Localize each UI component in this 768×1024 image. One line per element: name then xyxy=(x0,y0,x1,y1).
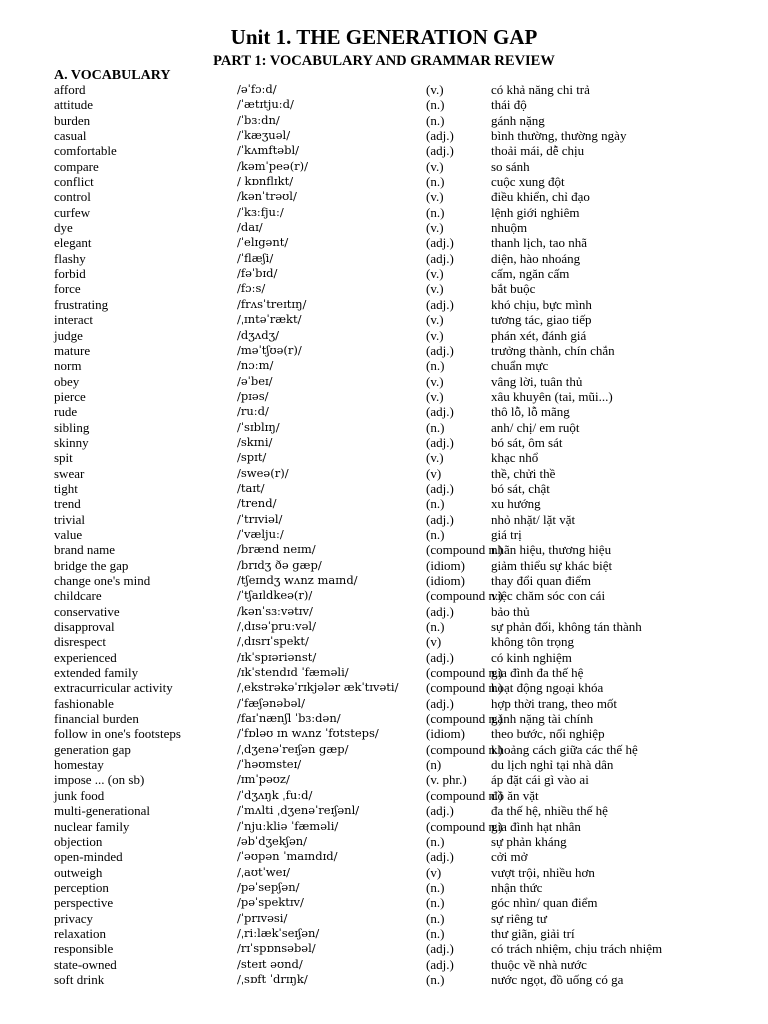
vocab-meaning: sự phản kháng xyxy=(491,833,567,849)
vocab-word: privacy xyxy=(54,910,93,926)
vocab-pronunciation: /ˈsɪblɪŋ/ xyxy=(237,419,280,434)
vocab-meaning: có trách nhiệm, chịu trách nhiệm xyxy=(491,941,663,957)
vocab-meaning: anh/ chị/ em ruột xyxy=(491,419,580,435)
vocab-part-of-speech: (n.) xyxy=(426,496,445,512)
vocab-word: pierce xyxy=(54,388,86,404)
vocab-pronunciation: /rɪˈspɒnsəbəl/ xyxy=(237,941,316,956)
vocab-row xyxy=(0,634,768,649)
vocab-word: comfortable xyxy=(54,143,117,159)
vocab-meaning: bắt buộc xyxy=(491,281,536,297)
vocab-part-of-speech: (adj.) xyxy=(426,695,454,711)
vocab-meaning: gia đình hạt nhân xyxy=(491,818,581,834)
vocab-meaning: thái độ xyxy=(491,97,527,113)
vocab-row xyxy=(0,757,768,772)
vocab-pronunciation: /taɪt/ xyxy=(237,480,265,495)
vocab-part-of-speech: (adj.) xyxy=(426,941,454,957)
vocab-part-of-speech: (n.) xyxy=(426,833,445,849)
vocab-word: open-minded xyxy=(54,849,123,865)
vocab-word: perspective xyxy=(54,895,114,911)
vocab-part-of-speech: (adj.) xyxy=(426,128,454,144)
vocab-row xyxy=(0,266,768,281)
vocab-row xyxy=(0,512,768,527)
vocab-part-of-speech: (v.) xyxy=(426,158,444,174)
vocab-part-of-speech: (compound n.) xyxy=(426,542,503,558)
vocab-part-of-speech: (v.) xyxy=(426,266,444,282)
vocab-meaning: áp đặt cái gì vào ai xyxy=(491,772,589,788)
vocab-pronunciation: /əˈfɔːd/ xyxy=(237,82,277,96)
vocab-word: experienced xyxy=(54,649,117,665)
vocab-row xyxy=(0,911,768,926)
vocab-word: interact xyxy=(54,312,93,328)
vocab-pronunciation: /brɪdʒ ðə gæp/ xyxy=(237,557,322,572)
vocab-row xyxy=(0,281,768,296)
vocab-meaning: khạc nhổ xyxy=(491,450,539,466)
vocab-pronunciation: /pɪəs/ xyxy=(237,388,269,403)
vocab-row xyxy=(0,420,768,435)
vocab-meaning: theo bước, nối nghiệp xyxy=(491,726,605,742)
vocab-pronunciation: /ˈkɜːfjuː/ xyxy=(237,204,284,219)
vocab-meaning: diện, hào nhoáng xyxy=(491,250,581,266)
vocab-part-of-speech: (v.) xyxy=(426,373,444,389)
vocabulary-list xyxy=(0,82,768,987)
vocab-row xyxy=(0,772,768,787)
vocab-pronunciation: /əbˈdʒekʃən/ xyxy=(237,833,308,848)
vocab-pronunciation: /ˈmʌlti ˌdʒenəˈreɪʃənl/ xyxy=(237,803,360,818)
vocab-pronunciation: /tʃeɪndʒ wʌnz maɪnd/ xyxy=(237,573,358,587)
vocab-row xyxy=(0,328,768,343)
vocab-part-of-speech: (compound n.) xyxy=(426,711,503,727)
vocab-part-of-speech: (n.) xyxy=(426,526,445,542)
vocab-row xyxy=(0,865,768,880)
vocab-pronunciation: /brænd neɪm/ xyxy=(237,542,316,557)
vocab-meaning: thư giãn, giải trí xyxy=(491,925,575,941)
vocab-row xyxy=(0,82,768,97)
vocab-pronunciation: /ˈbɜːdn/ xyxy=(237,112,280,127)
vocab-meaning: thoải mái, dễ chịu xyxy=(491,143,585,159)
vocab-row xyxy=(0,803,768,818)
vocab-part-of-speech: (adj.) xyxy=(426,480,454,496)
vocab-pronunciation: /daɪ/ xyxy=(237,220,263,235)
vocab-row xyxy=(0,251,768,266)
vocab-word: outweigh xyxy=(54,864,103,880)
vocab-row xyxy=(0,588,768,603)
vocab-meaning: trưởng thành, chín chắn xyxy=(491,342,615,358)
vocab-part-of-speech: (v) xyxy=(426,864,442,880)
vocab-word: bridge the gap xyxy=(54,557,129,573)
vocab-meaning: xâu khuyên (tai, mũi...) xyxy=(491,388,613,404)
vocab-part-of-speech: (v) xyxy=(426,634,442,650)
vocab-word: obey xyxy=(54,373,80,389)
vocab-word: rude xyxy=(54,404,78,420)
vocab-row xyxy=(0,189,768,204)
vocab-word: change one's mind xyxy=(54,573,151,588)
vocab-word: trend xyxy=(54,496,81,512)
vocab-meaning: cấm, ngăn cấm xyxy=(491,266,570,282)
vocab-part-of-speech: (compound n.) xyxy=(426,665,503,681)
vocab-meaning: du lịch nghỉ tại nhà dân xyxy=(491,757,614,773)
vocab-meaning: sự riêng tư xyxy=(491,910,547,926)
vocab-meaning: vâng lời, tuân thủ xyxy=(491,373,583,389)
vocab-pronunciation: /ˈelɪgənt/ xyxy=(237,235,289,250)
vocab-part-of-speech: (compound n.) xyxy=(426,680,503,696)
vocab-row xyxy=(0,680,768,695)
vocab-row xyxy=(0,972,768,987)
vocab-word: relaxation xyxy=(54,925,106,941)
vocab-part-of-speech: (v.) xyxy=(426,82,444,97)
vocab-meaning: bó sát, ôm sát xyxy=(491,434,563,450)
vocab-word: extracurricular activity xyxy=(54,680,173,696)
vocab-pronunciation: /ˈætɪtjuːd/ xyxy=(237,97,294,112)
vocab-meaning: cuộc xung đột xyxy=(491,174,565,190)
vocab-pronunciation: /ˌdɪsrɪˈspekt/ xyxy=(237,634,309,649)
vocab-part-of-speech: (compound n.) xyxy=(426,818,503,834)
vocab-part-of-speech: (adj.) xyxy=(426,342,454,358)
vocab-meaning: thay đổi quan điểm xyxy=(491,573,592,588)
vocab-part-of-speech: (adj.) xyxy=(426,649,454,665)
vocab-pronunciation: /məˈtʃʊə(r)/ xyxy=(237,342,302,357)
page-title: Unit 1. THE GENERATION GAP xyxy=(230,25,538,49)
vocab-word: elegant xyxy=(54,235,92,251)
vocab-pronunciation: /ˌaʊtˈweɪ/ xyxy=(237,864,291,879)
vocab-word: judge xyxy=(54,327,83,343)
vocab-row xyxy=(0,650,768,665)
vocab-word: attitude xyxy=(54,97,93,113)
vocab-word: state-owned xyxy=(54,956,117,972)
vocab-part-of-speech: (n.) xyxy=(426,925,445,941)
vocab-row xyxy=(0,358,768,373)
vocab-pronunciation: /kənˈtrəʊl/ xyxy=(237,189,297,204)
vocab-part-of-speech: (v.) xyxy=(426,450,444,466)
vocab-part-of-speech: (idiom) xyxy=(426,573,465,588)
vocab-word: junk food xyxy=(54,787,105,803)
vocab-row xyxy=(0,343,768,358)
section-heading: A. VOCABULARY xyxy=(54,68,171,83)
vocab-pronunciation: /sweə(r)/ xyxy=(237,465,289,480)
vocab-meaning: có khả năng chi trả xyxy=(491,82,590,97)
vocab-word: flashy xyxy=(54,250,86,266)
vocab-part-of-speech: (adj.) xyxy=(426,956,454,972)
vocab-row xyxy=(0,174,768,189)
vocab-pronunciation: /spɪt/ xyxy=(237,450,267,465)
vocab-meaning: giảm thiểu sự khác biệt xyxy=(491,557,613,573)
vocab-pronunciation: /dʒʌdʒ/ xyxy=(237,327,279,342)
vocab-part-of-speech: (adj.) xyxy=(426,250,454,266)
vocab-word: afford xyxy=(54,82,86,97)
vocab-pronunciation: /ˌdʒenəˈreɪʃən gæp/ xyxy=(237,741,349,756)
vocab-part-of-speech: (adj.) xyxy=(426,603,454,619)
vocab-pronunciation: /ˈdʒʌŋk ˌfuːd/ xyxy=(237,787,313,802)
vocab-part-of-speech: (compound n.) xyxy=(426,588,503,604)
vocab-word: responsible xyxy=(54,941,114,957)
vocab-pronunciation: /ˈfɒləʊ ɪn wʌnz ˈfʊtsteps/ xyxy=(237,726,379,741)
vocab-row xyxy=(0,926,768,941)
vocab-row xyxy=(0,205,768,220)
vocab-pronunciation: /kəmˈpeə(r)/ xyxy=(237,158,309,173)
vocab-row xyxy=(0,849,768,864)
vocab-row xyxy=(0,573,768,588)
vocab-pronunciation: /ˌɪntəˈrækt/ xyxy=(237,312,302,327)
vocab-pronunciation: /ˌdɪsəˈpruːvəl/ xyxy=(237,619,316,634)
vocab-pronunciation: /trend/ xyxy=(237,496,277,511)
vocab-row xyxy=(0,742,768,757)
vocab-part-of-speech: (v.) xyxy=(426,388,444,404)
vocab-word: impose ... (on sb) xyxy=(54,772,145,788)
vocab-row xyxy=(0,113,768,128)
vocab-meaning: góc nhìn/ quan điểm xyxy=(491,895,598,911)
vocab-meaning: có kinh nghiệm xyxy=(491,649,572,665)
vocab-meaning: đồ ăn vặt xyxy=(491,787,539,803)
vocab-word: disrespect xyxy=(54,634,106,650)
vocab-meaning: cởi mở xyxy=(491,849,528,865)
vocab-part-of-speech: (idiom) xyxy=(426,557,465,573)
vocab-word: nuclear family xyxy=(54,818,130,834)
vocab-meaning: khó chịu, bực mình xyxy=(491,296,592,312)
vocab-part-of-speech: (n.) xyxy=(426,895,445,911)
vocab-row xyxy=(0,159,768,174)
vocab-pronunciation: /ˌriːlækˈseɪʃən/ xyxy=(237,925,320,940)
vocab-meaning: so sánh xyxy=(491,158,530,174)
vocab-part-of-speech: (v.) xyxy=(426,189,444,205)
vocab-meaning: bó sát, chật xyxy=(491,480,550,496)
vocab-word: forbid xyxy=(54,266,86,282)
vocab-row xyxy=(0,435,768,450)
vocab-meaning: vượt trội, nhiều hơn xyxy=(491,864,595,880)
vocab-word: follow in one's footsteps xyxy=(54,726,181,742)
vocab-pronunciation: /steɪt əʊnd/ xyxy=(237,956,303,971)
vocab-word: childcare xyxy=(54,588,102,604)
vocab-word: casual xyxy=(54,128,87,144)
vocab-part-of-speech: (v.) xyxy=(426,312,444,328)
vocab-meaning: giá trị xyxy=(491,526,522,542)
vocab-pronunciation: /nɔːm/ xyxy=(237,358,274,373)
vocab-word: frustrating xyxy=(54,296,109,312)
vocab-meaning: chuẩn mực xyxy=(491,358,549,374)
vocab-meaning: xu hướng xyxy=(491,496,541,512)
vocab-pronunciation: /ˈnjuːkliə ˈfæməli/ xyxy=(237,818,339,833)
vocab-row xyxy=(0,297,768,312)
vocab-pronunciation: /pəˈspektɪv/ xyxy=(237,895,304,910)
vocab-word: burden xyxy=(54,112,91,128)
vocab-word: conservative xyxy=(54,603,120,619)
vocab-row xyxy=(0,895,768,910)
vocab-word: perception xyxy=(54,879,109,895)
vocab-part-of-speech: (adj.) xyxy=(426,296,454,312)
vocab-row xyxy=(0,235,768,250)
vocab-row xyxy=(0,542,768,557)
vocab-pronunciation: /ˌekstrəkəˈrɪkjələr ækˈtɪvəti/ xyxy=(237,680,399,695)
vocab-row xyxy=(0,404,768,419)
vocab-pronunciation: /fəˈbɪd/ xyxy=(237,266,278,281)
vocab-pronunciation: /ˈhəʊmsteɪ/ xyxy=(237,757,302,772)
vocab-pronunciation: /ruːd/ xyxy=(237,404,269,419)
vocab-part-of-speech: (n.) xyxy=(426,619,445,635)
vocab-part-of-speech: (n.) xyxy=(426,97,445,113)
vocab-part-of-speech: (n.) xyxy=(426,358,445,374)
vocab-row xyxy=(0,665,768,680)
vocab-part-of-speech: (adj.) xyxy=(426,404,454,420)
vocab-row xyxy=(0,788,768,803)
page-subtitle: PART 1: VOCABULARY AND GRAMMAR REVIEW xyxy=(213,53,555,69)
vocab-meaning: hoạt động ngoại khóa xyxy=(491,680,604,696)
vocab-pronunciation: /ˈkʌmftəbl/ xyxy=(237,143,300,158)
vocab-meaning: nhãn hiệu, thương hiệu xyxy=(491,542,612,558)
vocab-pronunciation: /ɪkˈspɪəriənst/ xyxy=(237,649,317,664)
vocab-pronunciation: /faɪˈnænʃl ˈbɜːdən/ xyxy=(237,711,341,726)
vocab-word: sibling xyxy=(54,419,90,435)
vocab-row xyxy=(0,450,768,465)
vocab-word: conflict xyxy=(54,174,94,190)
vocab-word: disapproval xyxy=(54,619,115,635)
vocab-pronunciation: /ˈfæʃənəbəl/ xyxy=(237,695,305,710)
vocab-part-of-speech: (adj.) xyxy=(426,434,454,450)
vocab-part-of-speech: (n.) xyxy=(426,112,445,128)
vocab-word: spit xyxy=(54,450,73,466)
vocab-meaning: điều khiển, chỉ đạo xyxy=(491,189,590,205)
vocab-pronunciation: /fɔːs/ xyxy=(237,281,266,296)
vocab-word: value xyxy=(54,526,83,542)
vocab-word: compare xyxy=(54,158,99,174)
vocab-row xyxy=(0,957,768,972)
vocab-pronunciation: /ˈkæʒuəl/ xyxy=(237,128,291,143)
vocab-meaning: đa thế hệ, nhiều thế hệ xyxy=(491,803,608,819)
vocab-part-of-speech: (adj.) xyxy=(426,849,454,865)
vocab-meaning: bảo thủ xyxy=(491,603,530,619)
vocab-word: fashionable xyxy=(54,695,114,711)
vocab-meaning: thô lỗ, lỗ mãng xyxy=(491,404,570,420)
vocab-meaning: gia đình đa thế hệ xyxy=(491,665,584,681)
vocab-part-of-speech: (v.) xyxy=(426,220,444,236)
vocab-pronunciation: /skɪni/ xyxy=(237,434,273,449)
vocab-part-of-speech: (n.) xyxy=(426,879,445,895)
vocab-row xyxy=(0,604,768,619)
vocab-row xyxy=(0,496,768,511)
vocab-word: mature xyxy=(54,342,91,358)
vocab-row xyxy=(0,143,768,158)
vocab-row xyxy=(0,558,768,573)
vocab-part-of-speech: (adj.) xyxy=(426,235,454,251)
vocab-meaning: thanh lịch, tao nhã xyxy=(491,235,588,251)
vocab-row xyxy=(0,374,768,389)
vocab-meaning: sự phản đối, không tán thành xyxy=(491,619,642,635)
vocab-part-of-speech: (v.) xyxy=(426,327,444,343)
vocab-part-of-speech: (n.) xyxy=(426,910,445,926)
vocab-meaning: gánh nặng tài chính xyxy=(491,711,594,727)
vocab-word: multi-generational xyxy=(54,803,151,819)
vocab-pronunciation: /ˈtrɪviəl/ xyxy=(237,511,283,526)
vocab-row xyxy=(0,466,768,481)
vocab-part-of-speech: (n.) xyxy=(426,204,445,220)
vocab-row xyxy=(0,312,768,327)
vocab-meaning: không tôn trọng xyxy=(491,634,575,650)
vocab-meaning: bình thường, thường ngày xyxy=(491,128,627,144)
vocab-meaning: phán xét, đánh giá xyxy=(491,327,587,343)
vocab-part-of-speech: (adj.) xyxy=(426,803,454,819)
vocab-part-of-speech: (idiom) xyxy=(426,726,465,742)
vocab-meaning: thuộc về nhà nước xyxy=(491,956,587,972)
vocab-row xyxy=(0,819,768,834)
vocab-word: norm xyxy=(54,358,82,374)
vocab-pronunciation: /ˈtʃaɪldkeə(r)/ xyxy=(237,588,313,603)
vocab-part-of-speech: (adj.) xyxy=(426,511,454,527)
vocab-meaning: khoảng cách giữa các thế hệ xyxy=(491,741,638,757)
vocab-word: dye xyxy=(54,220,73,236)
vocab-pronunciation: /kənˈsɜːvətɪv/ xyxy=(237,603,313,618)
vocab-meaning: lệnh giới nghiêm xyxy=(491,204,580,220)
vocab-part-of-speech: (n.) xyxy=(426,174,445,190)
vocab-meaning: thề, chửi thề xyxy=(491,465,556,481)
vocab-pronunciation: /pəˈsepʃən/ xyxy=(237,879,300,894)
vocab-pronunciation: /ˈprɪvəsi/ xyxy=(237,910,288,925)
vocab-word: skinny xyxy=(54,434,89,450)
vocab-row xyxy=(0,696,768,711)
vocab-part-of-speech: (n.) xyxy=(426,419,445,435)
vocab-word: control xyxy=(54,189,91,205)
vocab-row xyxy=(0,880,768,895)
vocab-meaning: nhỏ nhặt/ lặt vặt xyxy=(491,511,576,527)
vocab-pronunciation: /ɪkˈstendɪd ˈfæməli/ xyxy=(237,665,349,680)
vocab-part-of-speech: (v.) xyxy=(426,281,444,297)
vocab-part-of-speech: (v) xyxy=(426,465,442,481)
vocab-word: force xyxy=(54,281,81,297)
vocab-pronunciation: / kɒnflɪkt/ xyxy=(237,174,294,189)
vocab-word: swear xyxy=(54,465,85,481)
vocab-pronunciation: /ˈvæljuː/ xyxy=(237,526,284,541)
vocab-pronunciation: /ˈəʊpən ˈmaɪndɪd/ xyxy=(237,849,338,864)
vocab-row xyxy=(0,220,768,235)
vocab-pronunciation: /ɪmˈpəʊz/ xyxy=(237,772,290,787)
vocab-part-of-speech: (compound n.) xyxy=(426,741,503,757)
vocab-meaning: hợp thời trang, theo mốt xyxy=(491,695,618,711)
vocab-word: tight xyxy=(54,480,78,496)
vocab-row xyxy=(0,711,768,726)
vocab-row xyxy=(0,481,768,496)
vocab-meaning: tương tác, giao tiếp xyxy=(491,312,592,328)
vocab-meaning: nước ngọt, đồ uống có ga xyxy=(491,971,624,987)
vocab-row xyxy=(0,527,768,542)
vocab-word: homestay xyxy=(54,757,104,773)
vocab-word: curfew xyxy=(54,204,91,220)
vocab-part-of-speech: (compound n.) xyxy=(426,787,503,803)
vocab-row xyxy=(0,726,768,741)
vocab-part-of-speech: (n) xyxy=(426,757,442,773)
vocab-word: brand name xyxy=(54,542,116,558)
vocab-word: trivial xyxy=(54,511,86,527)
vocab-word: generation gap xyxy=(54,741,131,757)
vocab-meaning: nhận thức xyxy=(491,879,543,895)
vocab-row xyxy=(0,97,768,112)
vocab-row xyxy=(0,834,768,849)
vocab-row xyxy=(0,619,768,634)
vocab-pronunciation: /ˌsɒft ˈdrɪŋk/ xyxy=(237,971,308,986)
vocab-pronunciation: /ˈflæʃi/ xyxy=(237,250,274,265)
vocab-meaning: việc chăm sóc con cái xyxy=(491,588,606,604)
vocab-part-of-speech: (adj.) xyxy=(426,143,454,159)
vocab-part-of-speech: (n.) xyxy=(426,971,445,987)
vocab-part-of-speech: (v. phr.) xyxy=(426,772,467,788)
vocab-word: objection xyxy=(54,833,103,849)
vocab-word: extended family xyxy=(54,665,139,681)
vocab-row xyxy=(0,941,768,956)
vocab-meaning: gánh nặng xyxy=(491,112,545,128)
vocab-word: financial burden xyxy=(54,711,139,727)
vocab-row xyxy=(0,128,768,143)
vocab-meaning: nhuộm xyxy=(491,220,528,236)
vocab-pronunciation: /əˈbeɪ/ xyxy=(237,373,273,388)
vocab-word: soft drink xyxy=(54,971,105,987)
vocab-row xyxy=(0,389,768,404)
vocab-pronunciation: /frʌsˈtreɪtɪŋ/ xyxy=(237,296,307,311)
